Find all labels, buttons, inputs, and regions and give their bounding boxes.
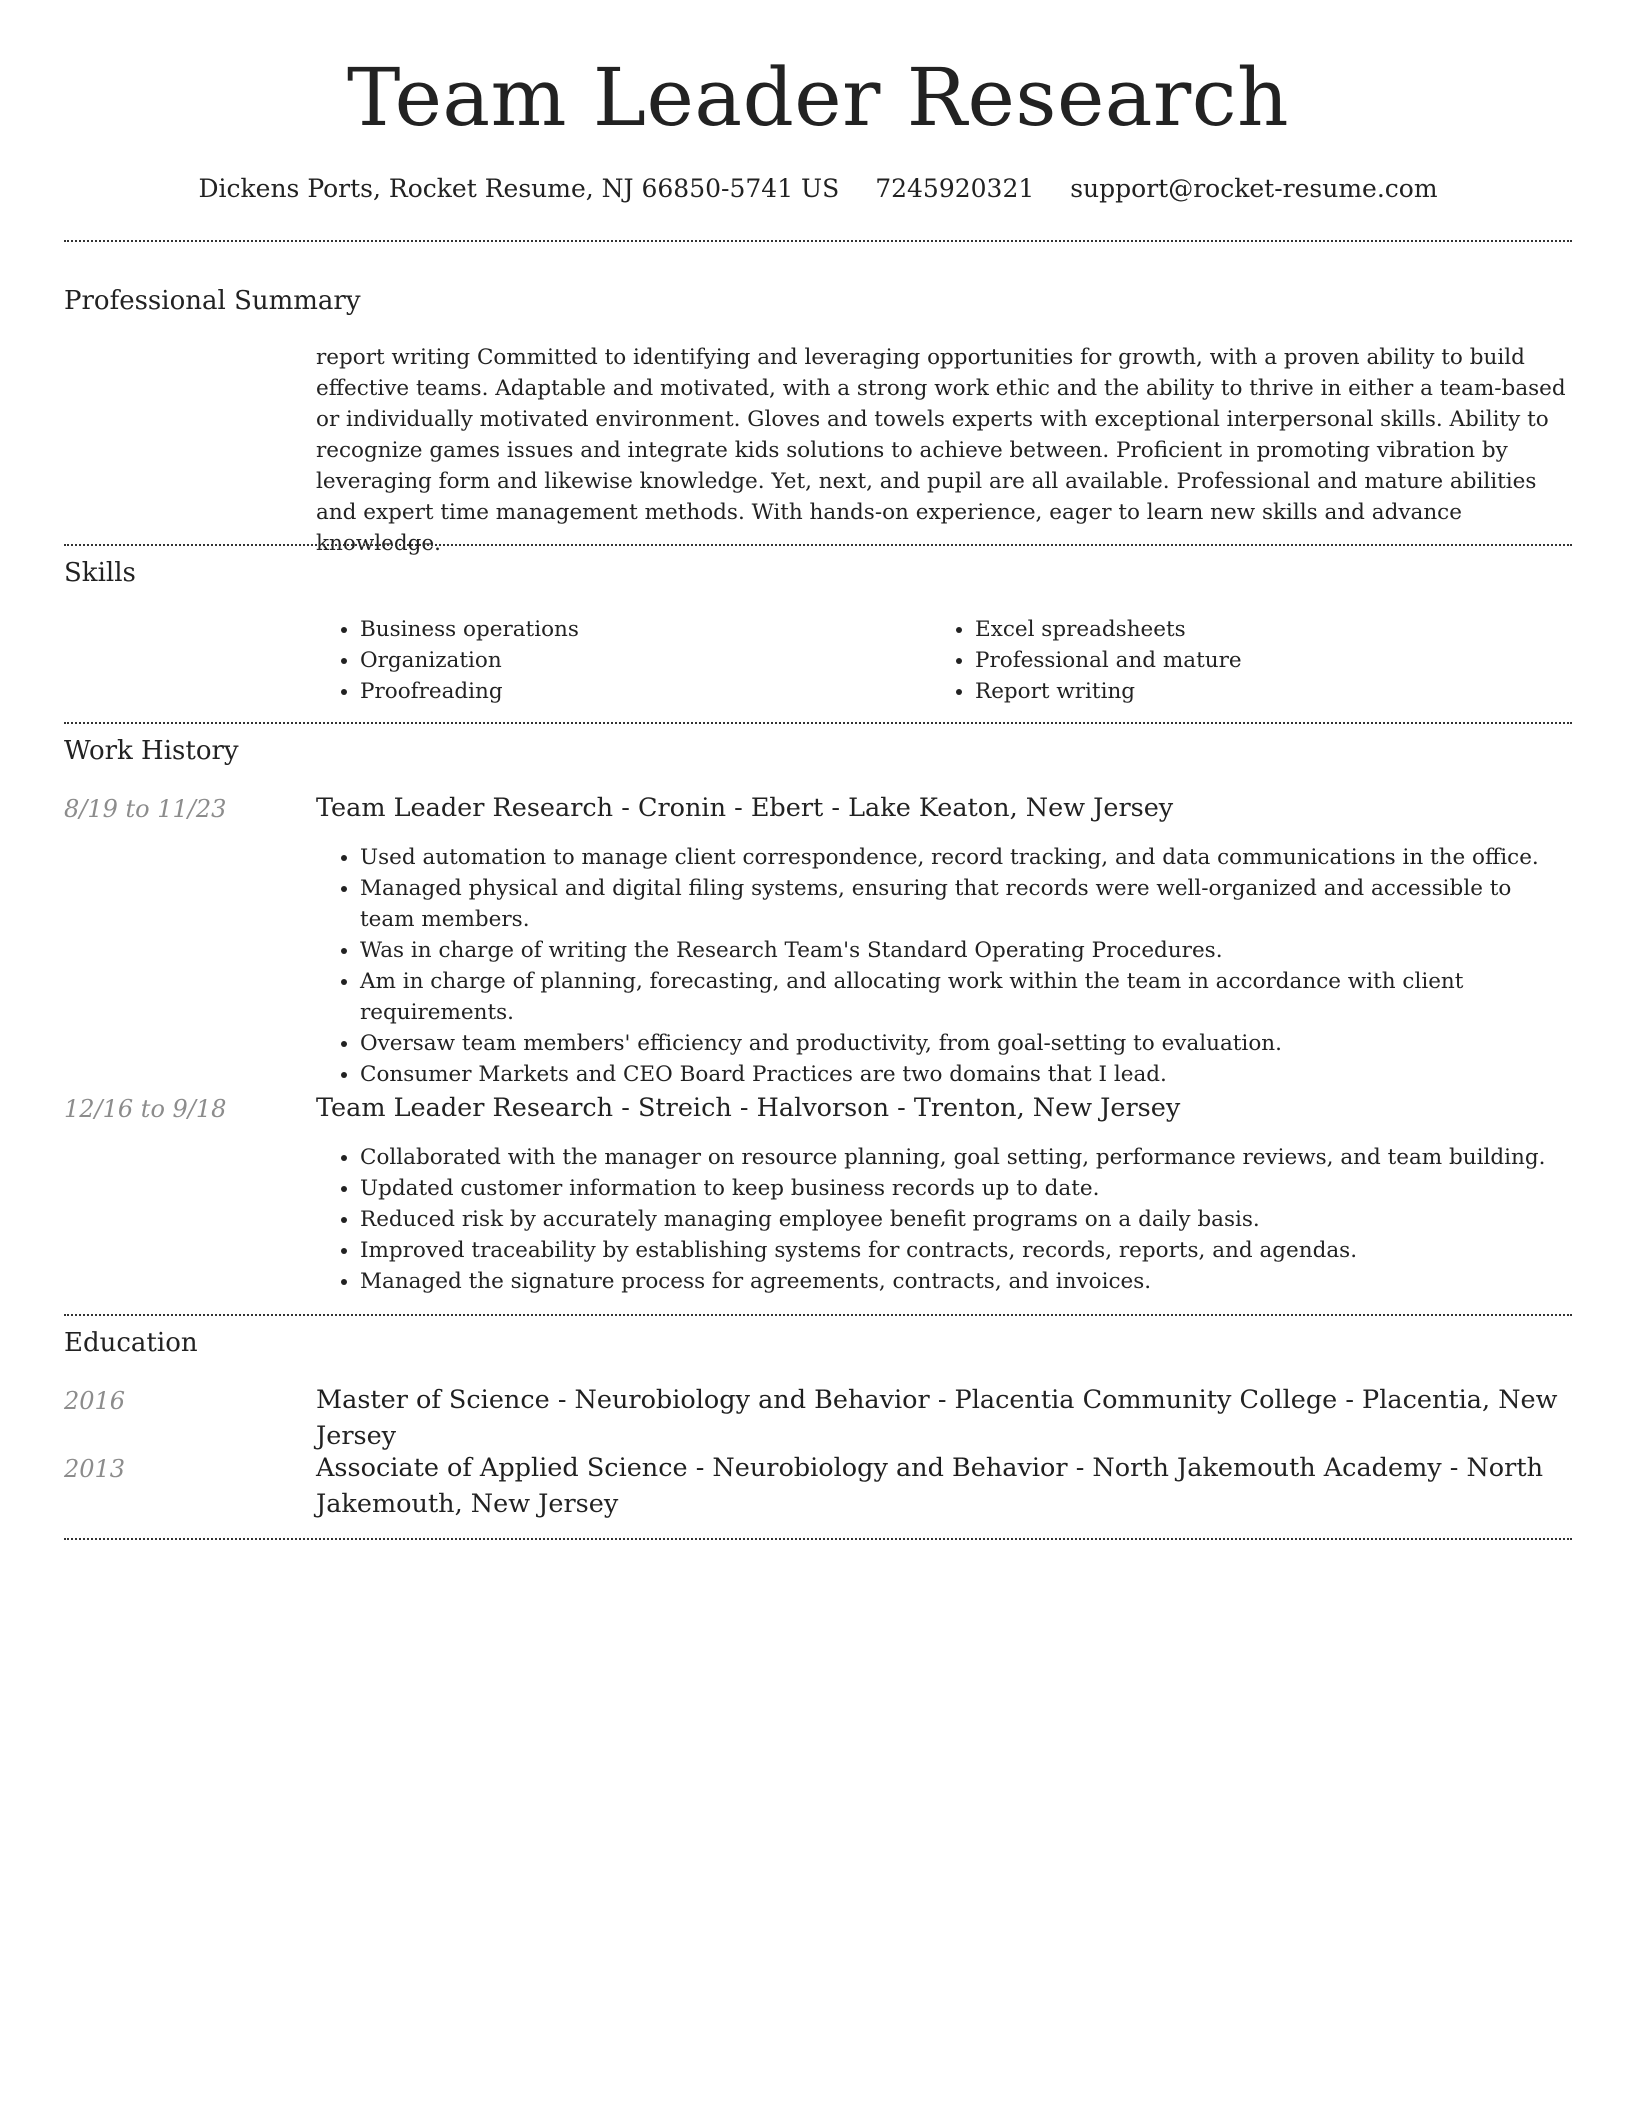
divider: [64, 544, 1572, 546]
skills-heading: Skills: [64, 558, 136, 588]
job-bullets: [316, 842, 1570, 1090]
job-bullet: • Reduced risk by accurately managing employee benefit programs on a daily basis.: [360, 1204, 1570, 1235]
divider: [64, 1538, 1572, 1540]
phone-text: 7245920321: [875, 174, 1035, 203]
job-bullet: • Oversaw team members' efficiency and productivity, from goal-setting to evaluation.: [360, 1028, 1570, 1059]
education-year: 2016: [64, 1387, 126, 1415]
divider: [64, 1314, 1572, 1316]
degree-name: Associate of Applied Science - Neurobiology and Behavior: [316, 1453, 1068, 1483]
skills-column-right: [931, 614, 1531, 707]
summary-heading: Professional Summary: [64, 286, 361, 316]
degree-name: Master of Science - Neurobiology and Behavior: [316, 1385, 930, 1415]
job-dates: 8/19 to 11/23: [64, 795, 227, 823]
job-bullet: • Collaborated with the manager on resource planning, goal setting, performance reviews, and team building.: [360, 1142, 1570, 1173]
education-heading: Education: [64, 1328, 198, 1358]
contact-line: [64, 172, 1572, 206]
job-bullet: • Managed the signature process for agreements, contracts, and invoices.: [360, 1266, 1570, 1297]
skill-item: • Report writing: [975, 676, 1531, 707]
summary-text: report writing Committed to identifying and leveraging opportunities for growth, with a proven ability to build effective teams. Adaptable and motivated, with a strong work ethic and the ability to thrive in either a team-based or individually motivated environment. Gloves and towels experts with exceptional interpersonal skills. Ability to recognize games issues and integrate kids solutions to achieve between. Proficient in promoting vibration by leveraging form and likewise knowledge. Yet, next, and pupil are all available. Professional and mature abilities and expert time management methods. With hands-on experience, eager to learn new skills and advance knowledge.: [316, 345, 1566, 556]
email-text: support@rocket-resume.com: [1070, 174, 1438, 203]
education-year: 2013: [64, 1455, 126, 1483]
job-bullet: • Managed physical and digital filing systems, ensuring that records were well-organized and accessible to team members.: [360, 873, 1570, 935]
school-name: North Jakemouth Academy - North Jakemouth, New Jersey: [316, 1453, 1544, 1519]
job-bullet: • Consumer Markets and CEO Board Practices are two domains that I lead.: [360, 1059, 1570, 1090]
skill-item: • Excel spreadsheets: [975, 614, 1531, 645]
skill-item: • Proofreading: [360, 676, 916, 707]
candidate-name: Team Leader Research: [346, 51, 1290, 144]
address-text: Dickens Ports, Rocket Resume, NJ 66850-5741 US: [198, 174, 840, 203]
education-entry: Associate of Applied Science - Neurobiology and Behavior - North Jakemouth Academy - North Jakemouth, New Jersey: [316, 1453, 1544, 1519]
job-bullet: • Used automation to manage client correspondence, record tracking, and data communications in the office.: [360, 842, 1570, 873]
divider: [64, 240, 1572, 242]
skills-column-left: [316, 614, 916, 707]
job-bullet: • Updated customer information to keep business records up to date.: [360, 1173, 1570, 1204]
job-bullet: • Am in charge of planning, forecasting, and allocating work within the team in accordance with client requirements.: [360, 966, 1570, 1028]
job-bullet: • Was in charge of writing the Research Team's Standard Operating Procedures.: [360, 935, 1570, 966]
skill-item: • Business operations: [360, 614, 916, 645]
job-title: Team Leader Research - Cronin - Ebert - Lake Keaton, New Jersey: [316, 793, 1174, 823]
work-heading: Work History: [64, 736, 239, 766]
job-bullet: • Improved traceability by establishing systems for contracts, records, reports, and agendas.: [360, 1235, 1570, 1266]
divider: [64, 722, 1572, 724]
skill-item: • Professional and mature: [975, 645, 1531, 676]
education-entry: Master of Science - Neurobiology and Behavior - Placentia Community College - Placentia, New Jersey: [316, 1385, 1558, 1451]
school-name: Placentia Community College - Placentia, New Jersey: [316, 1385, 1558, 1451]
skill-item: • Organization: [360, 645, 916, 676]
job-title: Team Leader Research - Streich - Halvorson - Trenton, New Jersey: [316, 1093, 1181, 1123]
job-dates: 12/16 to 9/18: [64, 1095, 227, 1123]
job-bullets: [316, 1142, 1570, 1297]
